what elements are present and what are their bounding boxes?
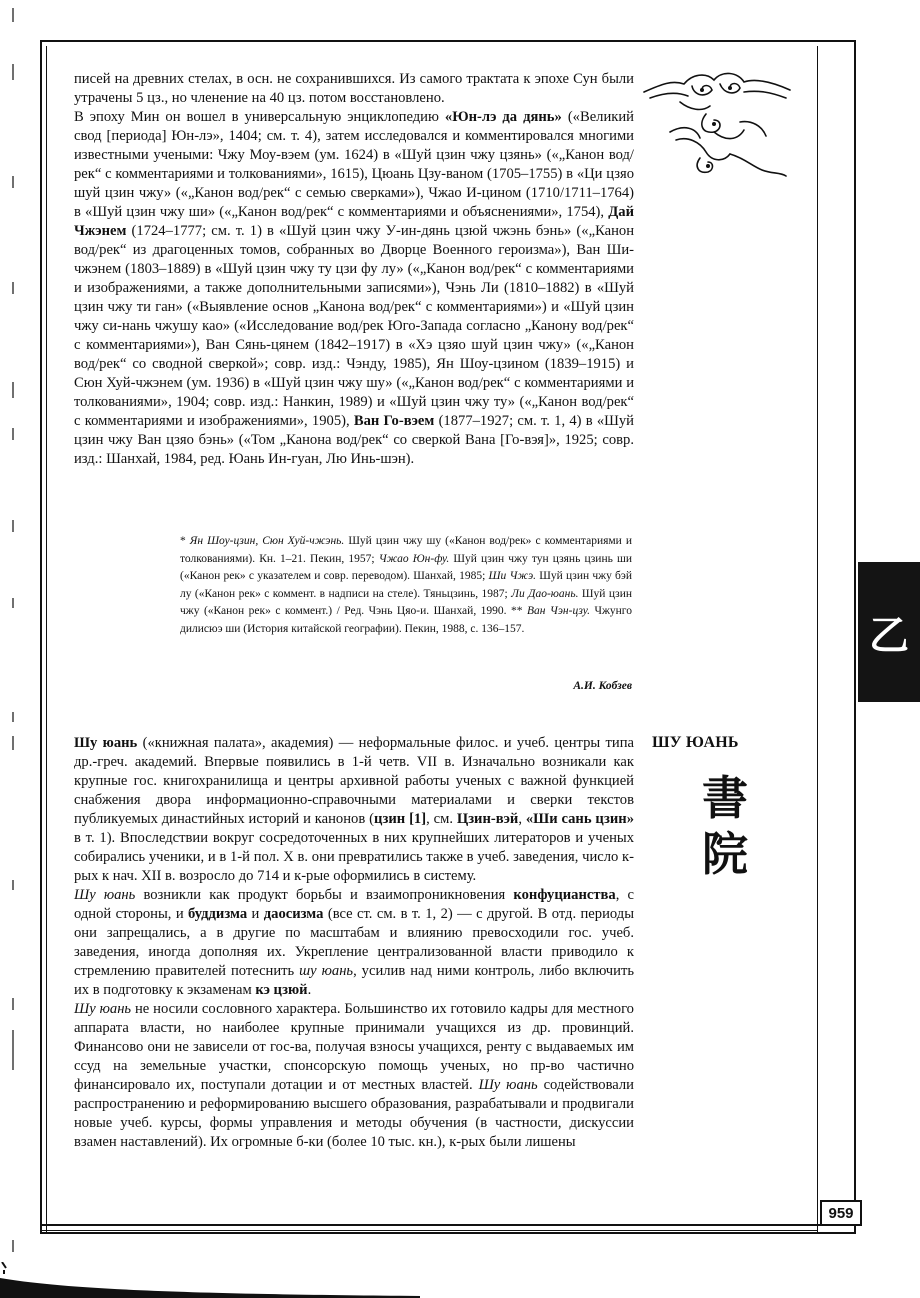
text-run: даосизма (263, 906, 324, 922)
text-run: Ван Го-вэем (353, 413, 435, 429)
text-run: (1724–1777; см. т. 1) в «Шуй цзин чжу У-ин-дянь цзюй чжэнь бэнь» («„Канон вод/рек“ из драгоценных томов, собранных во Дворце Военного героизма»), Ван Ши-чжэнем (1803–1889) в «Шуй цзин чжу ту цзи фу лу» («„Канон вод/рек“ с комментариями и изображениями, а также дополнительными записями»), Чэнь Ли (1810–1882) в «Шуй цзин чжу ти ган» («Выявление основ „Канона вод/рек“ с комментариями») и «Шуй цзин чжу си-нань чжушу као» («Исследование вод/рек Юго-Запада согласно „Канону вод/рек“ с комментариями»), Ван Сянь-цянем (1842–1917) в «Хэ цзяо шуй цзин чжу» («„Канон вод/рек“ со сводной сверкой»; совр. изд.: Чэнду, 1985), Ян Шоу-цзином (1839–1915) и Сюн Хуй-чжэнем (ум. 1936) в «Шуй цзин чжу шу» («„Канон вод/рек“ с комментариями и толкованиями», 1904; совр. изд.: Нанкин, 1989) и «Шуй цзин чжу ту» («„Канон вод/рек“ с комментариями и изображениями», 1905), (74, 223, 634, 429)
text-run: («книжная палата», академия) — неформальные филос. и учеб. центры типа др.-греч. академий. Впервые появились в 1-й четв. VII в. Изначально возникали как крупные гос. книгохранилища и центры архивной работы ученых с важной функцией снабжения двора информационно-справочными материалами и сверки текстов публикуемых династийных историй и канонов ( (74, 735, 635, 827)
entry-body (74, 734, 634, 1152)
text-run: (1877–1927; см. т. 1, 4) в «Шуй цзин чжу Ван цзяо бэнь» («Том „Канона вод/рек“ со сверкой Вана [Го-вэя]», 1925; совр. изд.: Шанхай, 1984, ред. Юань Ин-гуан, Лю Инь-шэн). (74, 413, 634, 467)
text-run: Ван Чэн-цзу. (526, 605, 591, 618)
text-run: (все ст. см. в т. 1, 2) — с другой. В отд. периоды они запрещались, а в другие по масштабам и влиянию превосходили гос. учеб. заведения, иногда дополняя их. Укрепление централизованной власти приводило к стремлению правителей потеснить (74, 906, 634, 979)
scan-edge-shadow (0, 1262, 420, 1298)
text-run: Шу юань (478, 1077, 538, 1093)
prev-entry-paragraph (74, 108, 634, 469)
section-thumb-tab (858, 562, 920, 702)
prev-entry-body (74, 70, 634, 469)
entry-paragraph (74, 734, 634, 886)
text-run: Шу юань (74, 1001, 132, 1017)
text-run: , усилив над ними контроль, либо включить их в подготовку к экзаменам (74, 963, 634, 998)
text-run: и (247, 906, 264, 922)
text-run: Шуй цзин чжу («Канон рек» с коммент.) / Ред. Чэнь Цяо-и. Шанхай, 1990. ** (180, 587, 633, 618)
text-run: Чжао Юн-фу. (378, 552, 450, 565)
text-run: Чжунго дилисюэ ши (История китайской географии). Пекин, 1988, с. 136–157. (180, 605, 632, 635)
text-run: не носили сословного характера. Большинство их готовило кадры для местного аппарата власти, но наиболее крупные принимали учащихся из др. провинций. Финансово они не зависели от гос-ва, получая взносы учащихся, ренту с выдаваемых им ссуд на земельные участки, спонсорскую помощь ученых, но пр-во частично финансировало их, поступали дотации и от местных властей. (74, 1001, 634, 1093)
text-run: Ши Чжэ. (488, 570, 537, 583)
text-run: «Ши сань цзин» (525, 811, 634, 827)
text-run: Шуй цзин чжу бэй лу («Канон рек» с коммент. в надписи на стеле). Тяньцзинь, 1987; (180, 570, 632, 600)
text-run: Шуй цзин чжу шу («Канон вод/рек» с комментариями и толкованиями). Кн. 1–21. Пекин, 1957; (180, 535, 632, 565)
text-run: в т. 1). Впоследствии вокруг сосредоточенных в них крупнейших литераторов и ученых собирались ученики, и в 1-й пол. X в. они превратились также в учеб. заведения, число к-рых к нач. XII в. возросло до 714 и к-рые оформились в систему. (74, 830, 634, 884)
text-run: Ян Шоу-цзин, Сюн Хуй-чжэнь. (189, 535, 345, 547)
text-run: . (307, 982, 312, 998)
text-run: Цзин-вэй (456, 811, 519, 827)
entry-headword: ШУ ЮАНЬ (652, 734, 739, 751)
author-signature: А.И. Кобзев (573, 680, 632, 692)
text-run: конфуцианства (513, 887, 616, 903)
text-run: буддизма (188, 906, 248, 922)
text-run: Шуй цзин чжу тун цзянь цзинь ши («Канон рек» с указателем и совр. переводом). Шанхай, 1985; (180, 552, 632, 583)
text-run: * (180, 535, 190, 547)
page-number: 959 (820, 1200, 862, 1226)
headword-hanzi-2: 院 (702, 827, 748, 881)
entry-paragraph (74, 886, 634, 1000)
headword-hanzi-1: 書 (702, 771, 748, 825)
bottom-rule (42, 1224, 862, 1226)
bibliography (180, 533, 632, 639)
entry-paragraph (74, 1000, 634, 1152)
text-run: шу юань (299, 963, 354, 979)
text-run: , (518, 811, 526, 827)
text-run: В эпоху Мин он вошел в универсальную энциклопедию (74, 109, 445, 125)
text-run: возникли как продукт борьбы и взаимопроникновения (135, 887, 514, 903)
text-run: Шу юань (74, 887, 136, 903)
text-run: Дай Чжэнем (74, 204, 634, 239)
prev-entry-paragraph (74, 70, 634, 108)
text-run: Ли Дао-юань. (511, 587, 579, 600)
bottom-rule-inner (42, 1230, 818, 1231)
text-run: , см. (426, 811, 457, 827)
text-run: («Великий свод [периода] Юн-лэ», 1404; см. т. 4), затем исследовался и комментировался многими известными учеными: Чжу Моу-вэем (ум. 1624) в «Шуй цзин чжу цзянь» («„Канон вод/рек“ с комментариями и толкованиями», 1615), Цюань Цзу-ваном (1705–1755) в «Ци цзяо шуй цзин чжу» («„Канон вод/рек“ с семью сверками»), Чжао И-цином (1710/1711–1764) в «Шуй цзин чжу ши» («„Канон вод/рек“ с комментариями и объяснениями», 1754), (74, 109, 634, 220)
text-run: содействовали распространению и реформированию высшего образования, разрабатывали и продвигали новые учеб. курсы, формы управления и методы обучения (в частности, дискуссии взамен наставлений). Их огромные б-ки (более 10 тыс. кн.), к-рых были лишены (74, 1077, 634, 1150)
cloud-ornament-icon (640, 62, 800, 192)
text-run: кэ цзюй (255, 982, 308, 998)
text-run: Шу юань (74, 735, 138, 751)
section-tab-glyph: 乙 (869, 612, 909, 659)
text-run: «Юн-лэ да дянь» (444, 109, 562, 125)
text-run: писей на древних стелах, в осн. не сохранившихся. Из самого трактата к эпохе Сун были утрачены 5 цз., но членение на 40 цз. потом восстановлено. (74, 71, 634, 106)
text-run: цзин [1] (373, 811, 427, 827)
scan-margin-marks (6, 0, 20, 1298)
text-run: , с одной стороны, и (74, 887, 634, 922)
